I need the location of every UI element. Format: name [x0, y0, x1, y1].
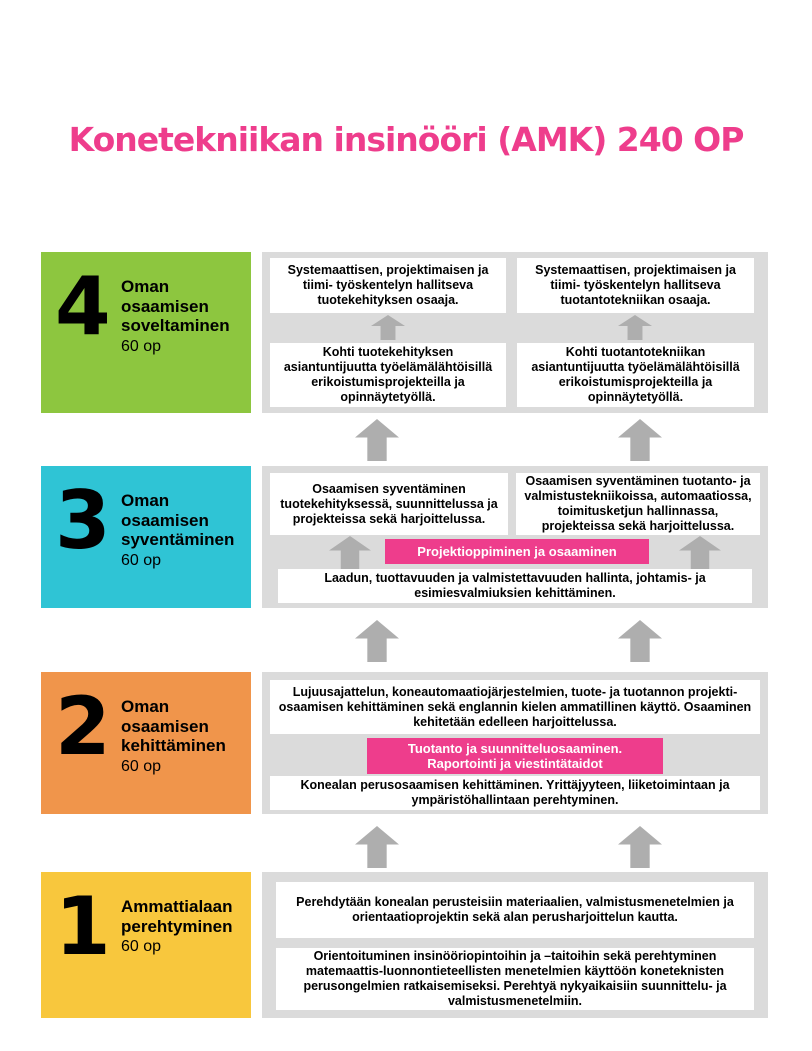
- stage-3-credits: 60 op: [121, 551, 162, 569]
- arrow-up-icon: [618, 315, 652, 340]
- stage-4-box: [41, 252, 251, 413]
- stage-4-text: [121, 274, 253, 357]
- arrow-up-icon: [355, 826, 399, 868]
- stage-4-credits: 60 op: [121, 337, 162, 355]
- stage-4-path-right: Kohti tuotantotekniikan asiantuntijuutta työelämälähtöisillä erikoistumisprojekteilla ja opinnäytetyöllä.: [517, 343, 754, 407]
- arrow-up-icon: [618, 419, 662, 461]
- arrow-up-icon: [618, 620, 662, 662]
- stage-3-banner: Projektioppiminen ja osaaminen: [385, 539, 649, 564]
- stage-3-box-right: Osaamisen syventäminen tuotanto- ja valmistustekniikoissa, automaatiossa, toimitusketjun hallinnassa, projekteissa sekä harjoittelussa.: [516, 473, 760, 535]
- stage-1-text: [121, 894, 253, 957]
- stage-2-box-top: Lujuusajattelun, koneautomaatiojärjestelmien, tuote- ja tuotannon projekti-osaamisen kehittäminen sekä englannin kielen ammatillinen käyttö. Osaaminen kehitetään edelleen harjoittelussa.: [270, 680, 760, 734]
- stage-2-banner: Tuotanto ja suunnitteluosaaminen. Raportointi ja viestintätaidot: [367, 738, 663, 774]
- stage-2-panel: [262, 672, 768, 814]
- stage-2-credits: 60 op: [121, 757, 162, 775]
- arrow-up-icon: [618, 826, 662, 868]
- stage-2-box-bottom: Konealan perusosaamisen kehittäminen. Yrittäjyyteen, liiketoimintaan ja ympäristöhallintaan perehtyminen.: [270, 776, 760, 810]
- stage-1-panel: [262, 872, 768, 1018]
- stage-4-path-left: Kohti tuotekehityksen asiantuntijuutta työelämälähtöisillä erikoistumisprojekteilla ja opinnäytetyöllä.: [270, 343, 506, 407]
- stage-4-outcome-right: Systemaattisen, projektimaisen ja tiimi- työskentelyn hallitseva tuotantotekniikan osaaja.: [517, 258, 754, 313]
- stage-2-text: [121, 694, 253, 777]
- arrow-up-icon: [355, 419, 399, 461]
- stage-2-box: [41, 672, 251, 814]
- page-title: Konetekniikan insinööri (AMK) 240 OP: [68, 120, 744, 159]
- stage-4-outcome-left: Systemaattisen, projektimaisen ja tiimi- työskentelyn hallitseva tuotekehityksen osaaja.: [270, 258, 506, 313]
- stage-3-label: Oman osaamisen syventäminen: [121, 491, 235, 549]
- arrow-up-icon: [329, 536, 371, 569]
- stage-4-label: Oman osaamisen soveltaminen: [121, 277, 230, 335]
- stage-3-box-left: Osaamisen syventäminen tuotekehityksessä, suunnittelussa ja projekteissa sekä harjoittelussa.: [270, 473, 508, 535]
- stage-1-credits: 60 op: [121, 938, 162, 955]
- stage-3-text: [121, 488, 253, 571]
- stage-1-box-top: Perehdytään konealan perusteisiin materiaalien, valmistusmenetelmien ja orientaatioprojektin sekä alan perusharjoittelun kautta.: [276, 882, 754, 938]
- stage-1-number: 1: [55, 880, 111, 973]
- stage-3-box: [41, 466, 251, 608]
- arrow-up-icon: [679, 536, 721, 569]
- stage-1-box-bottom: Orientoituminen insinööriopintoihin ja –taitoihin sekä perehtyminen matemaattis-luonnontieteellisten menetelmien käyttöön koneteknisten perusongelmien ratkaisemiseksi. Perehtyä nykyaikaisiin suunnittelu- ja valmistusmenetelmiin.: [276, 948, 754, 1010]
- stage-3-box-bottom: Laadun, tuottavuuden ja valmistettavuuden hallinta, johtamis- ja esimiesvalmiuksien kehittäminen.: [278, 569, 752, 603]
- stage-3-panel: [262, 466, 768, 608]
- stage-3-number: 3: [55, 474, 111, 567]
- stage-2-number: 2: [55, 680, 111, 773]
- arrow-up-icon: [355, 620, 399, 662]
- stage-4-panel: [262, 252, 768, 413]
- stage-4-number: 4: [55, 260, 111, 353]
- stage-1-box: [41, 872, 251, 1018]
- stage-1-label: Ammattialaan perehtyminen: [121, 897, 233, 936]
- stage-2-label: Oman osaamisen kehittäminen: [121, 697, 226, 755]
- arrow-up-icon: [371, 315, 405, 340]
